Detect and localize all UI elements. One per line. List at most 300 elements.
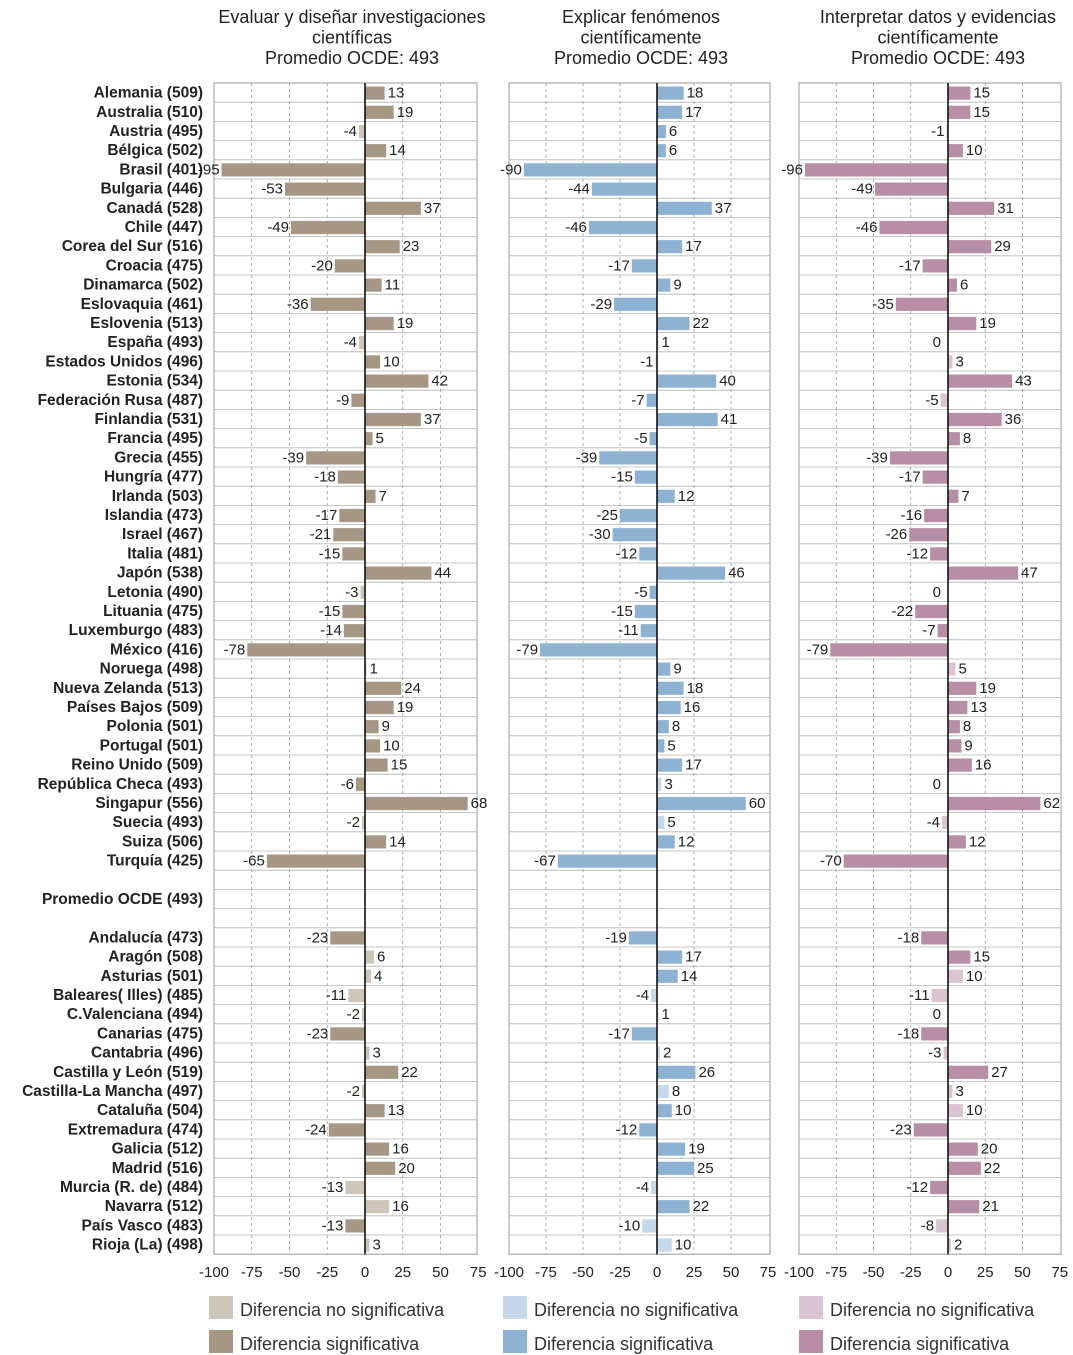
- bar: [222, 163, 365, 176]
- row-label: República Checa (493): [37, 775, 203, 793]
- data-label: -8: [920, 1217, 935, 1235]
- row-label: Nueva Zelanda (513): [53, 679, 203, 697]
- bar: [923, 259, 948, 272]
- bar: [330, 931, 365, 944]
- data-label: -3: [928, 1044, 942, 1062]
- data-label: -16: [900, 507, 923, 524]
- bar: [657, 970, 678, 983]
- bar: [948, 144, 963, 157]
- data-label: -17: [608, 1025, 630, 1043]
- bar: [948, 663, 955, 676]
- row-label: Madrid (516): [111, 1159, 203, 1177]
- data-label: -18: [897, 1025, 920, 1043]
- row-label: Japón (538): [116, 564, 203, 582]
- data-label: 4: [374, 967, 383, 985]
- data-label: 17: [685, 103, 702, 121]
- data-label: -5: [925, 391, 939, 409]
- bar: [641, 624, 657, 637]
- bar: [657, 1085, 669, 1098]
- x-tick-label: 75: [759, 1264, 777, 1281]
- bar: [365, 240, 400, 253]
- bar: [657, 1200, 690, 1213]
- bar: [342, 605, 365, 618]
- data-label: 12: [677, 487, 695, 505]
- plot-frame: [214, 83, 477, 1254]
- bar: [342, 547, 365, 560]
- bar: [948, 375, 1012, 388]
- bar: [651, 1181, 657, 1194]
- data-label: -65: [243, 852, 265, 870]
- data-label: 6: [668, 123, 678, 140]
- bar: [948, 1104, 963, 1117]
- legend-label-significant: Diferencia significativa: [534, 1334, 714, 1354]
- data-label: -11: [909, 987, 930, 1004]
- data-label: 7: [961, 487, 970, 505]
- bar: [657, 413, 718, 426]
- data-label: -67: [534, 852, 556, 870]
- row-label: Bélgica (502): [107, 142, 203, 160]
- bar: [365, 970, 371, 983]
- bar: [365, 279, 382, 292]
- data-label: -26: [885, 526, 908, 544]
- bar: [657, 125, 666, 138]
- row-label: Baleares( Illes) (485): [53, 987, 203, 1004]
- data-label: 43: [1015, 372, 1032, 390]
- bar: [365, 739, 380, 752]
- bar: [948, 951, 970, 964]
- data-label: 42: [431, 372, 449, 390]
- row-label: Rioja (La) (498): [91, 1236, 203, 1254]
- data-label: -21: [309, 526, 332, 544]
- bar: [948, 739, 961, 752]
- bar: [356, 778, 365, 791]
- bar: [359, 125, 365, 138]
- data-label: 31: [997, 199, 1014, 217]
- panel-title-line: Promedio OCDE: 493: [264, 48, 440, 68]
- data-label: 15: [973, 84, 991, 102]
- data-label: -13: [321, 1179, 344, 1196]
- bar: [365, 413, 421, 426]
- bar: [306, 451, 365, 464]
- row-label: Andalucía (473): [88, 929, 203, 947]
- data-label: 27: [991, 1063, 1008, 1081]
- legend-label-not-significant: Diferencia no significativa: [830, 1300, 1035, 1320]
- data-label: -46: [565, 219, 587, 236]
- bar: [942, 816, 948, 829]
- bar: [915, 605, 948, 618]
- bar: [365, 759, 388, 772]
- row-label: Asturias (501): [100, 967, 203, 985]
- bar: [635, 471, 657, 484]
- bar: [657, 835, 675, 848]
- panel-2: [494, 7, 776, 1354]
- data-label: -79: [516, 641, 539, 659]
- data-label: 5: [667, 814, 676, 832]
- data-label: 10: [383, 353, 400, 371]
- data-label: -6: [340, 775, 354, 793]
- bar: [948, 701, 967, 714]
- row-label: Eslovaquia (461): [80, 295, 203, 313]
- x-tick-label: -50: [862, 1264, 885, 1281]
- data-label: 37: [714, 199, 732, 217]
- data-label: -4: [635, 987, 650, 1004]
- data-label: 18: [686, 679, 704, 697]
- row-label: Suecia (493): [112, 814, 203, 832]
- bar: [351, 394, 365, 407]
- row-label: Galicia (512): [111, 1140, 203, 1158]
- data-label: -17: [315, 507, 338, 524]
- data-label: -39: [282, 449, 305, 467]
- bar: [365, 432, 373, 445]
- legend: [209, 1296, 445, 1354]
- row-label: Noruega (498): [99, 660, 203, 678]
- bar: [365, 701, 394, 714]
- data-label: 6: [668, 142, 678, 160]
- row-label: Alemania (509): [93, 84, 203, 102]
- data-label: 17: [685, 948, 702, 966]
- bar: [365, 355, 380, 368]
- x-tick-label: 0: [360, 1264, 370, 1281]
- row-label: España (493): [107, 334, 203, 352]
- bar: [936, 1219, 948, 1232]
- data-label: 29: [994, 238, 1011, 256]
- bar: [267, 855, 365, 868]
- data-label: -49: [267, 219, 290, 236]
- data-label: 26: [698, 1063, 716, 1081]
- bar: [247, 643, 365, 656]
- row-label: Murcia (R. de) (484): [60, 1179, 203, 1196]
- data-label: 6: [377, 948, 386, 966]
- row-label: Cataluña (504): [97, 1102, 203, 1120]
- bar: [338, 471, 365, 484]
- bar: [365, 720, 379, 733]
- data-label: -4: [635, 1179, 650, 1196]
- data-label: -19: [605, 929, 627, 947]
- row-label: Castilla-La Mancha (497): [22, 1083, 203, 1100]
- data-label: -7: [631, 391, 645, 409]
- bar: [657, 87, 684, 100]
- data-label: 19: [396, 103, 414, 121]
- bar: [558, 855, 657, 868]
- bar: [657, 720, 669, 733]
- row-label: Canarias (475): [97, 1025, 203, 1043]
- data-label: 36: [1004, 411, 1022, 428]
- panel-title-line: Explicar fenómenos: [561, 7, 721, 27]
- bar: [285, 183, 365, 196]
- data-label: 10: [965, 967, 983, 985]
- bar: [921, 931, 948, 944]
- data-label: 0: [932, 334, 941, 352]
- bar: [614, 298, 657, 311]
- data-label: -53: [261, 180, 283, 198]
- data-label: 44: [434, 564, 452, 582]
- row-label: Irlanda (503): [111, 487, 203, 505]
- legend-swatch-not-significant: [799, 1296, 823, 1319]
- panel-title-line: Promedio OCDE: 493: [850, 48, 1026, 68]
- legend-swatch-significant: [799, 1330, 823, 1353]
- bar: [639, 547, 657, 560]
- bar: [540, 643, 657, 656]
- data-label: -23: [890, 1121, 912, 1139]
- data-label: 12: [968, 833, 986, 851]
- data-label: 15: [390, 756, 408, 774]
- bar: [599, 451, 657, 464]
- row-label: Francia (495): [107, 430, 203, 448]
- x-tick-label: 75: [469, 1264, 487, 1281]
- data-label: 9: [673, 660, 682, 678]
- legend-swatch-significant: [503, 1330, 527, 1353]
- bar: [365, 1104, 385, 1117]
- row-label: Brasil (401): [119, 161, 203, 179]
- data-label: -12: [615, 1121, 638, 1139]
- data-label: -39: [575, 449, 598, 467]
- bar: [365, 87, 385, 100]
- bar: [657, 1162, 694, 1175]
- data-label: 16: [392, 1140, 409, 1158]
- data-label: -14: [320, 622, 342, 640]
- bar: [657, 1066, 695, 1079]
- x-tick-label: -100: [198, 1264, 230, 1281]
- row-label: Cantabria (496): [91, 1044, 203, 1062]
- data-label: 1: [661, 1006, 670, 1024]
- bar: [930, 547, 948, 560]
- data-label: 12: [677, 833, 695, 851]
- data-label: -12: [906, 1179, 929, 1196]
- data-label: 3: [372, 1044, 381, 1062]
- bar: [830, 643, 948, 656]
- data-label: 3: [664, 775, 673, 793]
- bar: [948, 970, 963, 983]
- data-label: -7: [922, 622, 936, 640]
- bar: [657, 202, 712, 215]
- x-tick-label: 0: [943, 1264, 953, 1281]
- data-label: 19: [396, 315, 414, 332]
- row-label: Croacia (475): [105, 257, 203, 275]
- legend-label-significant: Diferencia significativa: [240, 1334, 420, 1354]
- bar: [948, 413, 1002, 426]
- data-label: -3: [345, 583, 359, 601]
- row-label: Israel (467): [122, 526, 203, 544]
- data-label: -4: [343, 123, 357, 140]
- bar: [365, 317, 394, 330]
- bar: [914, 1123, 948, 1136]
- bar: [890, 451, 948, 464]
- x-tick-label: -100: [783, 1264, 815, 1281]
- bar: [365, 1200, 389, 1213]
- row-label: Canadá (528): [106, 199, 203, 217]
- data-label: 60: [748, 795, 766, 812]
- x-tick-label: -75: [825, 1264, 848, 1281]
- row-label: Eslovenia (513): [90, 315, 203, 332]
- x-tick-label: 0: [652, 1264, 662, 1281]
- row-label: C.Valenciana (494): [66, 1006, 203, 1024]
- bar: [657, 240, 682, 253]
- data-label: -12: [906, 545, 929, 563]
- data-label: -23: [306, 929, 329, 947]
- data-label: -39: [866, 449, 888, 467]
- row-label: Chile (447): [124, 219, 203, 236]
- x-tick-label: 50: [1014, 1264, 1031, 1281]
- data-label: 24: [404, 679, 421, 697]
- bar: [948, 1143, 978, 1156]
- data-label: -2: [346, 1083, 360, 1100]
- data-label: 13: [970, 699, 988, 716]
- row-label: Reino Unido (509): [71, 756, 203, 774]
- data-label: 14: [389, 142, 406, 160]
- bar: [365, 567, 431, 580]
- bar: [651, 989, 657, 1002]
- data-label: -44: [568, 180, 590, 198]
- bar: [948, 87, 970, 100]
- bar: [948, 567, 1018, 580]
- data-label: 41: [720, 411, 738, 428]
- x-tick-label: 50: [722, 1264, 740, 1281]
- row-label: País Vasco (483): [81, 1217, 203, 1235]
- data-label: -95: [197, 161, 220, 179]
- bar: [592, 183, 657, 196]
- data-label: -15: [611, 603, 633, 620]
- bar: [650, 432, 657, 445]
- data-label: -20: [311, 257, 333, 275]
- x-tick-label: -50: [278, 1264, 301, 1281]
- x-tick-label: -75: [240, 1264, 263, 1281]
- bar: [632, 259, 657, 272]
- data-label: -46: [855, 219, 878, 236]
- data-label: -18: [314, 468, 336, 486]
- data-label: -96: [781, 161, 803, 179]
- data-label: -79: [806, 641, 829, 659]
- bar: [291, 221, 365, 234]
- data-label: -70: [820, 852, 842, 870]
- legend-swatch-not-significant: [209, 1296, 233, 1319]
- bar: [365, 951, 374, 964]
- row-label: Estados Unidos (496): [45, 353, 203, 371]
- bar: [948, 835, 966, 848]
- data-label: 5: [958, 660, 967, 678]
- bar: [948, 317, 976, 330]
- x-tick-label: 25: [976, 1264, 994, 1281]
- row-label: Singapur (556): [95, 795, 203, 812]
- data-label: 11: [384, 276, 401, 294]
- bar: [909, 528, 948, 541]
- bar: [657, 144, 666, 157]
- bar: [344, 624, 365, 637]
- bar: [657, 279, 670, 292]
- data-label: -30: [588, 526, 611, 544]
- bar: [657, 816, 664, 829]
- row-label: Federación Rusa (487): [37, 391, 203, 409]
- data-label: 20: [980, 1140, 998, 1158]
- row-label: Suiza (506): [122, 833, 203, 851]
- data-label: 3: [955, 1083, 964, 1100]
- data-label: 16: [683, 699, 701, 716]
- bar: [657, 797, 746, 810]
- data-label: 8: [671, 718, 681, 736]
- bar: [657, 739, 664, 752]
- data-label: 14: [680, 967, 698, 985]
- data-label: 23: [402, 238, 420, 256]
- row-label: Letonia (490): [107, 583, 203, 601]
- data-label: -22: [891, 603, 914, 620]
- data-label: -11: [618, 622, 639, 640]
- row-label: Luxemburgo (483): [68, 622, 203, 640]
- bar: [657, 567, 725, 580]
- bar: [948, 759, 972, 772]
- data-label: -1: [640, 353, 654, 371]
- bar: [613, 528, 657, 541]
- bar: [844, 855, 948, 868]
- data-label: -24: [305, 1121, 327, 1139]
- bar: [657, 1239, 672, 1252]
- bar: [345, 1219, 365, 1232]
- bar: [932, 989, 948, 1002]
- x-tick-label: 75: [1051, 1264, 1069, 1281]
- x-tick-label: 25: [394, 1264, 412, 1281]
- bar: [524, 163, 657, 176]
- bar: [365, 202, 421, 215]
- bar: [629, 931, 657, 944]
- data-label: 9: [964, 737, 973, 755]
- row-label: Hungría (477): [103, 468, 203, 486]
- data-label: -12: [615, 545, 638, 563]
- bar: [948, 490, 958, 503]
- bar: [896, 298, 948, 311]
- data-label: 1: [661, 334, 670, 352]
- data-label: 19: [979, 315, 996, 332]
- x-tick-label: 50: [432, 1264, 449, 1281]
- data-label: 40: [719, 372, 736, 390]
- x-tick-label: -100: [493, 1264, 525, 1281]
- data-label: -13: [321, 1217, 344, 1235]
- data-label: -9: [336, 391, 350, 409]
- data-label: -15: [318, 545, 341, 563]
- bar: [948, 432, 960, 445]
- bar: [333, 528, 365, 541]
- data-label: 5: [375, 430, 384, 448]
- legend-label-significant: Diferencia significativa: [830, 1334, 1010, 1354]
- legend-label-not-significant: Diferencia no significativa: [240, 1300, 445, 1320]
- row-label: Promedio OCDE (493): [41, 891, 203, 908]
- data-label: 13: [387, 84, 405, 102]
- bar: [339, 509, 365, 522]
- data-label: -17: [898, 468, 921, 486]
- panel-3: [781, 7, 1068, 1354]
- data-label: 6: [959, 276, 969, 294]
- bar: [948, 720, 960, 733]
- bar: [938, 624, 948, 637]
- bar: [948, 797, 1040, 810]
- bar: [657, 759, 682, 772]
- data-label: 15: [973, 948, 991, 966]
- x-tick-label: -75: [535, 1264, 557, 1281]
- panel-title-line: Interpretar datos y evidencias: [819, 7, 1057, 27]
- data-label: 18: [686, 84, 704, 102]
- data-label: -1: [931, 123, 945, 140]
- bar: [365, 375, 428, 388]
- data-label: 7: [378, 487, 387, 505]
- bar: [921, 1027, 948, 1040]
- row-label: Polonia (501): [106, 718, 203, 736]
- legend-label-not-significant: Diferencia no significativa: [534, 1300, 739, 1320]
- bar: [657, 106, 682, 119]
- row-label: Australia (510): [96, 103, 203, 121]
- bar: [948, 1066, 988, 1079]
- bar: [365, 490, 376, 503]
- data-label: 47: [1021, 564, 1038, 582]
- bar: [365, 1066, 398, 1079]
- bar: [948, 279, 957, 292]
- bar: [330, 1027, 365, 1040]
